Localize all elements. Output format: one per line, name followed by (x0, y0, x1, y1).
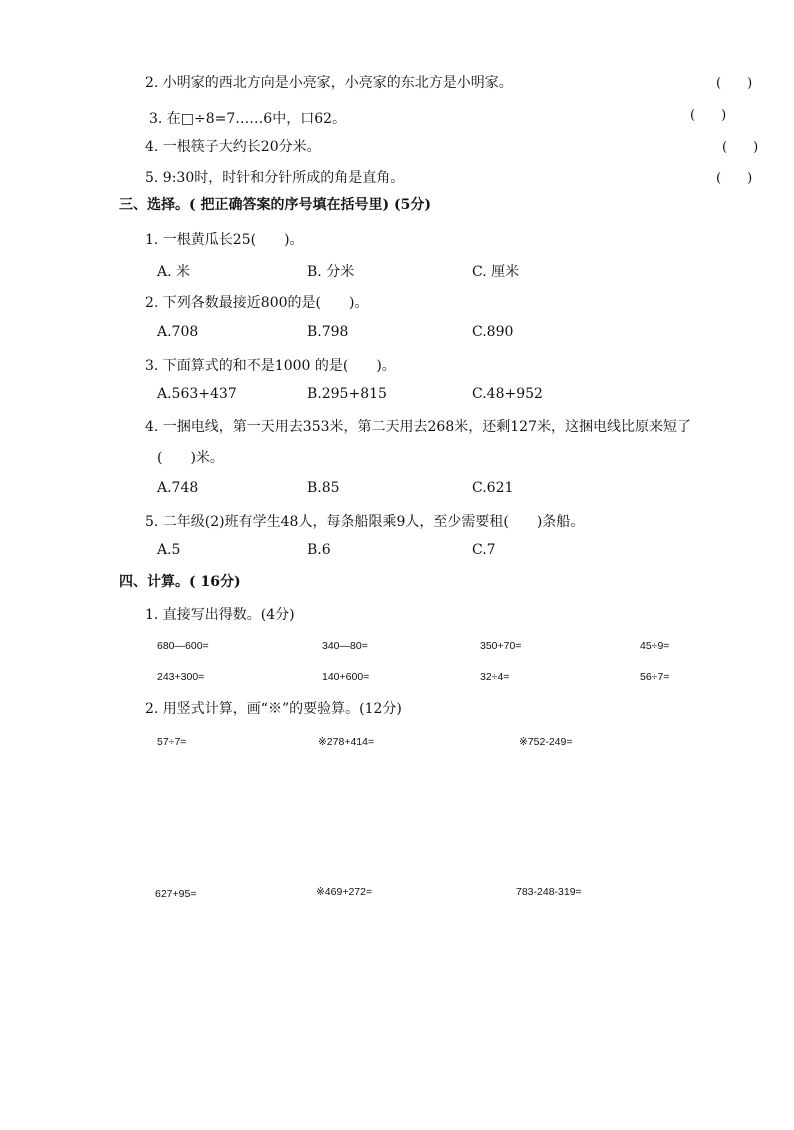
direct-calc-item: 56÷7= (640, 671, 670, 683)
vertical-calc-title: 2. 用竖式计算，画“※”的要验算。(12分) (145, 701, 402, 717)
direct-calc-item: 140+600= (322, 671, 370, 683)
choice-option-1c[interactable]: C. 厘米 (472, 264, 520, 280)
choice-option-3a[interactable]: A.563+437 (157, 386, 237, 402)
direct-calc-item: 32÷4= (480, 671, 510, 683)
judge-item-2: 2. 小明家的西北方向是小亮家，小亮家的东北方是小明家。 (145, 75, 513, 91)
choice-option-2a[interactable]: A.708 (157, 324, 199, 340)
vertical-calc-item: ※278+414= (318, 736, 375, 748)
choice-option-2b[interactable]: B.798 (307, 324, 349, 340)
judge-item-3: 3. 在□÷8=7……6中，口62。 (149, 111, 347, 127)
choice-option-1a[interactable]: A. 米 (157, 264, 191, 280)
choice-option-3b[interactable]: B.295+815 (307, 386, 387, 402)
vertical-calc-item: ※752-249= (519, 736, 573, 748)
judge-item-5: 5. 9:30时，时针和分针所成的角是直角。 (145, 170, 405, 186)
choice-question-4-cont: ( )米。 (157, 450, 224, 466)
answer-paren-5[interactable]: ( ) (716, 171, 753, 186)
choice-option-3c[interactable]: C.48+952 (472, 386, 543, 402)
choice-option-5c[interactable]: C.7 (472, 542, 496, 558)
section-choice-title: 三、选择。( 把正确答案的序号填在括号里) (5分) (119, 197, 431, 213)
choice-option-2c[interactable]: C.890 (472, 324, 514, 340)
answer-paren-3[interactable]: ( ) (690, 108, 727, 123)
direct-calc-item: 243+300= (157, 671, 205, 683)
direct-calc-item: 680—600= (157, 640, 209, 652)
vertical-calc-item: 783-248-319= (516, 886, 582, 898)
choice-option-4c[interactable]: C.621 (472, 480, 514, 496)
choice-question-2: 2. 下列各数最接近800的是( )。 (145, 295, 369, 311)
choice-question-4: 4. 一捆电线，第一天用去353米，第二天用去268米，还剩127米，这捆电线比原来短了 (145, 419, 691, 435)
vertical-calc-item: 627+95= (155, 888, 197, 900)
choice-question-5: 5. 二年级(2)班有学生48人，每条船限乘9人，至少需要租( )条船。 (145, 514, 585, 530)
vertical-calc-item: ※469+272= (316, 886, 373, 898)
choice-question-1: 1. 一根黄瓜长25( )。 (145, 232, 304, 248)
section-calc-title: 四、计算。( 16分) (119, 574, 241, 590)
choice-option-4a[interactable]: A.748 (157, 480, 199, 496)
vertical-calc-item: 57÷7= (157, 736, 187, 748)
judge-item-4: 4. 一根筷子大约长20分米。 (145, 139, 321, 155)
choice-question-3: 3. 下面算式的和不是1000 的是( )。 (145, 358, 396, 374)
answer-paren-4[interactable]: ( ) (722, 140, 759, 155)
direct-calc-item: 45÷9= (640, 640, 670, 652)
answer-paren-2[interactable]: ( ) (716, 76, 753, 91)
direct-calc-title: 1. 直接写出得数。(4分) (145, 607, 295, 623)
choice-option-1b[interactable]: B. 分米 (307, 264, 355, 280)
choice-option-4b[interactable]: B.85 (307, 480, 340, 496)
choice-option-5b[interactable]: B.6 (307, 542, 331, 558)
direct-calc-item: 340—80= (322, 640, 368, 652)
choice-option-5a[interactable]: A.5 (157, 542, 181, 558)
direct-calc-item: 350+70= (480, 640, 522, 652)
